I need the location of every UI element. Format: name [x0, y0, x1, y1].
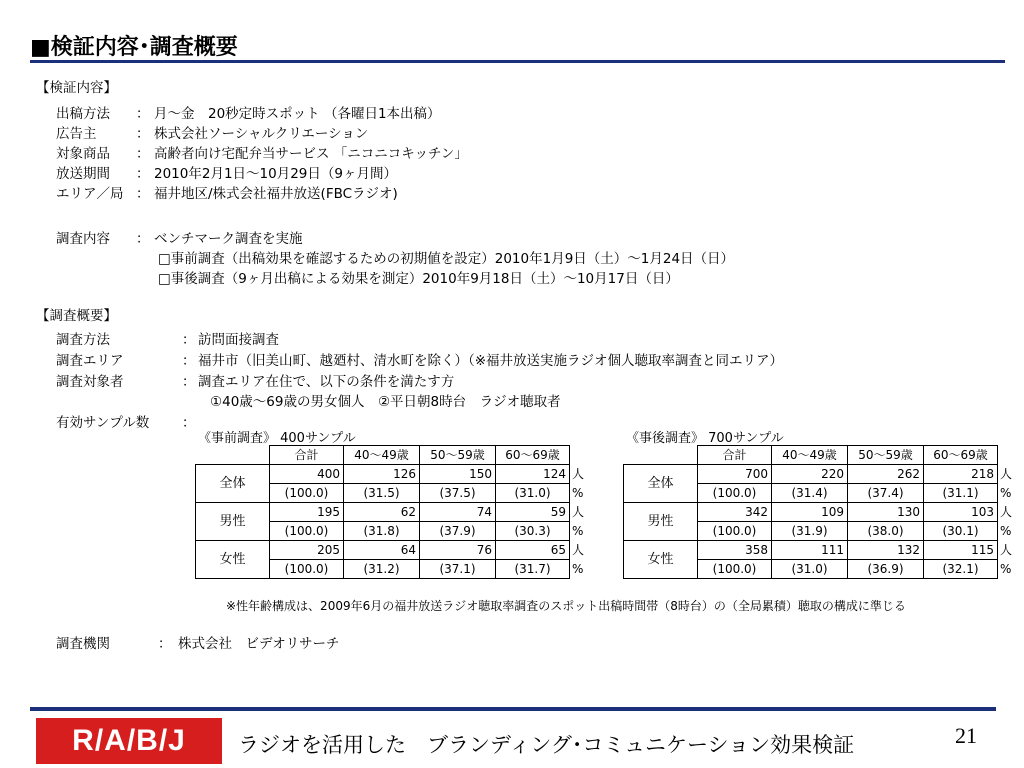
overview-label: 調査エリア [56, 353, 124, 369]
column-header: 60～69歳 [924, 446, 998, 465]
percent-cell: (31.7) [496, 560, 570, 579]
pre-survey-caption: 《事前調査》 400サンプル [198, 431, 356, 446]
table-row-count [196, 465, 589, 484]
verification-label: 出稿方法 [56, 106, 110, 122]
unit-count: 人 [572, 467, 585, 481]
group-label: 女性 [196, 541, 270, 579]
percent-cell: (100.0) [698, 560, 772, 579]
title-divider [30, 60, 1005, 63]
post-survey-line: □事後調査（9ヶ月出稿による効果を測定）2010年9月18日（土）～10月17日（日） [158, 271, 679, 287]
table-corner [624, 446, 698, 465]
table-row-count [196, 503, 589, 522]
footer-title: ラジオを活用した ブランディング･コミュニケーション効果検証 [238, 733, 855, 757]
count-cell: 700 [698, 465, 772, 484]
percent-cell: (37.4) [848, 484, 924, 503]
percent-cell: (38.0) [848, 522, 924, 541]
percent-cell: (100.0) [270, 522, 344, 541]
verification-header: 【検証内容】 [36, 80, 117, 96]
count-cell: 115 [924, 541, 998, 560]
unit-percent: % [1000, 524, 1012, 538]
overview-value: 訪問面接調査 [198, 332, 279, 348]
count-cell: 205 [270, 541, 344, 560]
percent-cell: (37.1) [420, 560, 496, 579]
overview-label: 調査対象者 [56, 374, 124, 390]
pre-survey-table [195, 445, 589, 579]
group-label: 全体 [196, 465, 270, 503]
overview-header: 【調査概要】 [36, 308, 117, 324]
survey-content-value: ベンチマーク調査を実施 [154, 231, 303, 247]
percent-cell: (31.4) [772, 484, 848, 503]
verification-label: エリア／局 [56, 186, 124, 202]
overview-colon: ： [182, 332, 196, 348]
verification-label: 広告主 [56, 126, 97, 142]
table-row-count [624, 465, 1017, 484]
footer-divider [30, 707, 996, 711]
rabj-logo: R/A/B/J [36, 718, 222, 764]
column-header: 40～49歳 [772, 446, 848, 465]
percent-cell: (31.0) [496, 484, 570, 503]
count-cell: 64 [344, 541, 420, 560]
verification-colon: ： [136, 146, 150, 162]
agency-value: 株式会社 ビデオリサーチ [178, 636, 340, 652]
count-cell: 59 [496, 503, 570, 522]
unit-percent: % [572, 524, 584, 538]
column-header: 合計 [698, 446, 772, 465]
survey-content-colon: ： [136, 231, 150, 247]
sample-count-colon: ： [182, 415, 196, 431]
table-header-row [624, 446, 1017, 465]
verification-value: 2010年2月1日～10月29日（9ヶ月間） [154, 166, 397, 182]
column-header: 50～59歳 [848, 446, 924, 465]
verification-label: 放送期間 [56, 166, 110, 182]
percent-cell: (100.0) [270, 560, 344, 579]
group-label: 全体 [624, 465, 698, 503]
group-label: 男性 [196, 503, 270, 541]
post-survey-table [623, 445, 1017, 579]
unit-count: 人 [1000, 505, 1013, 519]
unit-percent: % [572, 562, 584, 576]
count-cell: 111 [772, 541, 848, 560]
count-cell: 126 [344, 465, 420, 484]
count-cell: 358 [698, 541, 772, 560]
column-header: 60～69歳 [496, 446, 570, 465]
overview-value: 調査エリア在住で、以下の条件を満たす方 [198, 374, 455, 390]
group-label: 男性 [624, 503, 698, 541]
verification-value: 福井地区/株式会社福井放送(FBCラジオ) [154, 186, 398, 202]
verification-label: 対象商品 [56, 146, 110, 162]
unit-count: 人 [572, 543, 585, 557]
page-title: ■検証内容･調査概要 [30, 35, 238, 60]
percent-cell: (31.9) [772, 522, 848, 541]
verification-value: 高齢者向け宅配弁当サービス 「ニコニコキッチン」 [154, 146, 468, 162]
unit-count: 人 [1000, 543, 1013, 557]
group-label: 女性 [624, 541, 698, 579]
overview-colon: ： [182, 374, 196, 390]
percent-cell: (31.0) [772, 560, 848, 579]
sample-count-label: 有効サンプル数 [56, 415, 150, 431]
count-cell: 150 [420, 465, 496, 484]
percent-cell: (31.2) [344, 560, 420, 579]
overview-label: 調査方法 [56, 332, 110, 348]
count-cell: 65 [496, 541, 570, 560]
count-cell: 103 [924, 503, 998, 522]
count-cell: 342 [698, 503, 772, 522]
table-header-row [196, 446, 589, 465]
unit-percent: % [1000, 486, 1012, 500]
percent-cell: (100.0) [270, 484, 344, 503]
count-cell: 195 [270, 503, 344, 522]
verification-colon: ： [136, 186, 150, 202]
count-cell: 218 [924, 465, 998, 484]
verification-value: 株式会社ソーシャルクリエーション [154, 126, 369, 142]
unit-percent: % [1000, 562, 1012, 576]
table-corner [196, 446, 270, 465]
table-row-count [624, 541, 1017, 560]
percent-cell: (37.5) [420, 484, 496, 503]
percent-cell: (36.9) [848, 560, 924, 579]
percent-cell: (37.9) [420, 522, 496, 541]
table-unit-spacer [570, 446, 589, 465]
count-cell: 400 [270, 465, 344, 484]
composition-note: ※性年齢構成は、2009年6月の福井放送ラジオ聴取率調査のスポット出稿時間帯（8時台）の（全局累積）聴取の構成に準じる [226, 599, 906, 613]
count-cell: 132 [848, 541, 924, 560]
verification-colon: ： [136, 106, 150, 122]
count-cell: 124 [496, 465, 570, 484]
unit-percent: % [572, 486, 584, 500]
agency-colon: ： [158, 636, 172, 652]
percent-cell: (30.1) [924, 522, 998, 541]
verification-value: 月～金 20秒定時スポット （各曜日1本出稿） [154, 106, 441, 122]
percent-cell: (100.0) [698, 484, 772, 503]
unit-count: 人 [1000, 467, 1013, 481]
column-header: 50～59歳 [420, 446, 496, 465]
count-cell: 74 [420, 503, 496, 522]
post-survey-caption: 《事後調査》 700サンプル [626, 431, 784, 446]
column-header: 40～49歳 [344, 446, 420, 465]
overview-colon: ： [182, 353, 196, 369]
pre-survey-line: □事前調査（出稿効果を確認するための初期値を設定）2010年1月9日（土）～1月24日（日） [158, 251, 735, 267]
count-cell: 220 [772, 465, 848, 484]
agency-label: 調査機関 [56, 636, 110, 652]
count-cell: 62 [344, 503, 420, 522]
conditions-line: ①40歳～69歳の男女個人 ②平日朝8時台 ラジオ聴取者 [210, 394, 561, 410]
percent-cell: (32.1) [924, 560, 998, 579]
percent-cell: (30.3) [496, 522, 570, 541]
count-cell: 262 [848, 465, 924, 484]
percent-cell: (31.1) [924, 484, 998, 503]
table-row-count [196, 541, 589, 560]
percent-cell: (31.8) [344, 522, 420, 541]
count-cell: 109 [772, 503, 848, 522]
count-cell: 76 [420, 541, 496, 560]
column-header: 合計 [270, 446, 344, 465]
table-row-count [624, 503, 1017, 522]
count-cell: 130 [848, 503, 924, 522]
overview-value: 福井市（旧美山町、越廼村、清水町を除く）（※福井放送実施ラジオ個人聴取率調査と同エリア） [198, 353, 784, 369]
percent-cell: (100.0) [698, 522, 772, 541]
percent-cell: (31.5) [344, 484, 420, 503]
page-number: 21 [955, 723, 977, 748]
unit-count: 人 [572, 505, 585, 519]
verification-colon: ： [136, 166, 150, 182]
survey-content-label: 調査内容 [56, 231, 110, 247]
verification-colon: ： [136, 126, 150, 142]
table-unit-spacer [998, 446, 1017, 465]
